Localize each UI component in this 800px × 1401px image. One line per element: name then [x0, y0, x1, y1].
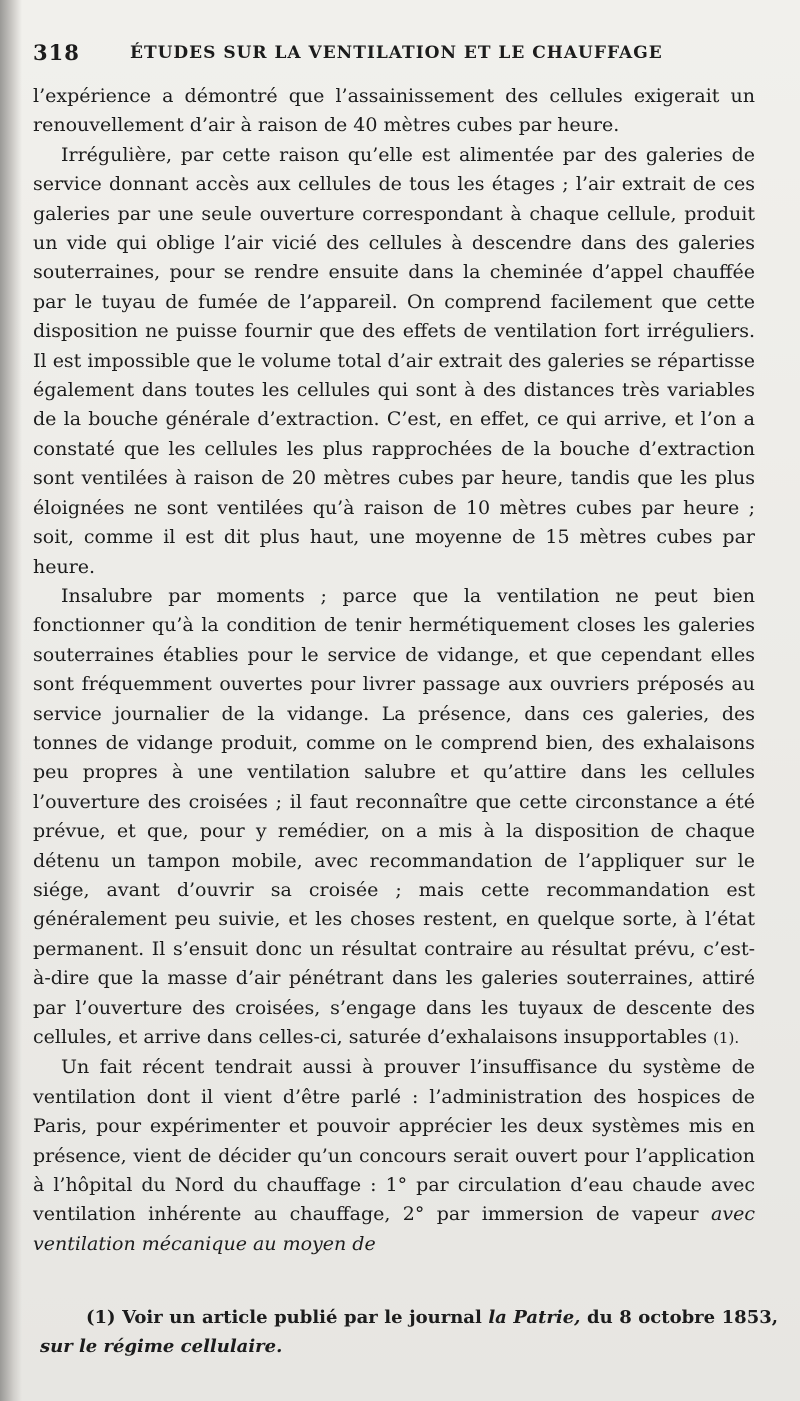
paragraph-3	[33, 582, 755, 1054]
running-title: ÉTUDES SUR LA VENTILATION ET LE CHAUFFAGE	[130, 43, 663, 63]
paragraph-4-text: Un fait récent tendrait aussi à prouver l’insuffisance du système de ventilation dont il vient d’être parlé : l’administration des hospices de Paris, pour expérimenter et pouvoir apprécier les deux systèmes mis en présence, vient de décider qu’un concours serait ouvert pour l’application à l’hôpital du Nord du chauffage : 1° par circulation d’eau chaude avec ventilation inhérente au chauffage, 2° par immersion de vapeur	[33, 1056, 755, 1226]
footnote-journal: la Patrie,	[488, 1307, 581, 1328]
body-text	[33, 82, 755, 1259]
paragraph-4-italic: avec ventilation mécanique au moyen de	[33, 1203, 755, 1255]
footnote-reference: (1).	[713, 1029, 740, 1047]
book-spine-shadow	[0, 0, 22, 1401]
paragraph-3-text: Insalubre par moments ; parce que la ventilation ne peut bien fonctionner qu’à la condition de tenir hermétiquement closes les galeries souterraines établies pour le service de vidange, et que cependant elles sont fréquemment ouvertes pour livrer passage aux ouvriers préposés au service journalier de la vidange. La présence, dans ces galeries, des tonnes de vidange produit, comme on le comprend bien, des exhalaisons peu propres à une ventilation salubre et qu’attire dans les cellules l’ouverture des croisées ; il faut reconnaître que cette circonstance a été prévue, et que, pour y remédier, on a mis à la disposition de chaque détenu un tampon mobile, avec recommandation de l’appliquer sur le siége, avant d’ouvrir sa croisée ; mais cette recommandation est généralement peu suivie, et les choses restent, en quelque sorte, à l’état permanent. Il s’ensuit donc un résultat contraire au résultat prévu, c’est-à-dire que la masse d’air pénétrant dans les galeries souterraines, attiré par l’ouverture des croisées, s’engage dans les tuyaux de descente des cellules, et arrive dans celles-ci, saturée d’exhalaisons insupportables	[33, 584, 755, 1048]
footnote-date: du 8 octobre 1853,	[587, 1307, 779, 1328]
paragraph-4	[33, 1053, 755, 1259]
paragraph-2: Irrégulière, par cette raison qu’elle est alimentée par des galeries de service donnant accès aux cellules de tous les étages ; l’air extrait de ces galeries par une seule ouverture correspondant à chaque cellule, produit un vide qui oblige l’air vicié des cellules à descendre dans des galeries souterraines, pour se rendre ensuite dans la cheminée d’appel chauffée par le tuyau de fumée de l’appareil. On comprend facilement que cette disposition ne puisse fournir que des effets de ventilation fort irréguliers. Il est impossible que le volume total d’air extrait des galeries se répartisse également dans toutes les cellules qui sont à des distances très variables de la bouche générale d’extraction. C’est, en effet, ce qui arrive, et l’on a constaté que les cellules les plus rapprochées de la bouche d’extraction sont ventilées à raison de 20 mètres cubes par heure, tandis que les plus éloignées ne sont ventilées qu’à raison de 10 mètres cubes par heure ; soit, comme il est dit plus haut, une moyenne de 15 mètres cubes par heure.	[33, 143, 755, 578]
footnote	[40, 1303, 778, 1361]
page-number: 318	[33, 40, 80, 65]
footnote-subject: sur le régime cellulaire.	[40, 1336, 283, 1357]
page-header	[33, 40, 763, 70]
paragraph-1: l’expérience a démontré que l’assainissement des cellules exigerait un renouvellement d’air à raison de 40 mètres cubes par heure.	[33, 85, 755, 137]
footnote-lead: (1) Voir un article publié par le journal	[86, 1307, 482, 1328]
